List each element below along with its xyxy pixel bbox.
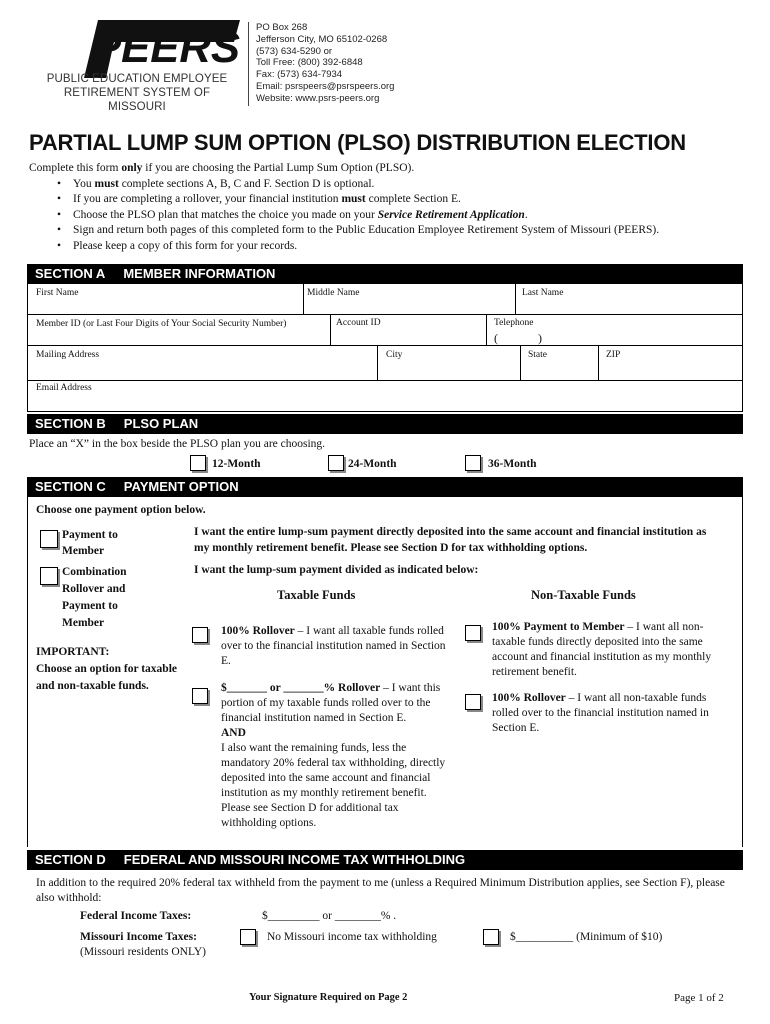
state-field[interactable]: State [528, 350, 547, 360]
nontaxable-payment-to-member-text: 100% Payment to Member – I want all non-taxable funds directly deposited into the same account and financial institution as my monthly retirement benefit. [492, 621, 712, 678]
contact-info [256, 22, 394, 105]
table-border [27, 284, 28, 412]
plan-36-month-label: 36-Month [488, 458, 537, 470]
row-divider [27, 380, 743, 381]
logo-subtitle [37, 72, 237, 114]
address-line: Email: psrspeers@psrspeers.org [256, 80, 395, 92]
combination-label: Combination Rollover and Payment to Member [62, 566, 127, 629]
logo-sub-line1: PUBLIC EDUCATION EMPLOYEE [46, 73, 228, 85]
row-divider [27, 345, 743, 346]
section-b-instruction: Place an “X” in the box beside the PLSO plan you are choosing. [29, 438, 326, 450]
last-name-field[interactable]: Last Name [522, 288, 564, 298]
first-name-field[interactable]: First Name [36, 288, 79, 298]
taxable-partial-rollover-text: $_______ or _______% Rollover – I want this portion of my taxable funds rolled over to the financial institution named in Section E. AND I also want the remaining funds, less the mandatory 20% federal tax withholding, directly deposited into the same account and financial institution as my monthly retirement benefit. Please see Section D for additional tax withholding options. [221, 682, 446, 829]
taxable-100-rollover-text: 100% Rollover – I want all taxable funds rolled over to the financial institution named in Section E. [221, 625, 446, 667]
col-divider [330, 314, 331, 345]
form-title: PARTIAL LUMP SUM OPTION (PLSO) DISTRIBUTION ELECTION [29, 130, 686, 155]
missouri-tax-sublabel: (Missouri residents ONLY) [80, 946, 206, 958]
middle-name-field[interactable]: Middle Name [307, 288, 360, 298]
phone-paren-close: ) [538, 331, 542, 345]
payment-to-member-desc: I want the entire lump-sum payment directly deposited into the same account and financial institution as my monthly retirement benefit. Please see Section D for tax withholding options. [194, 526, 707, 554]
taxable-100-rollover-checkbox[interactable] [192, 627, 208, 643]
address-line: (573) 634-5290 or [256, 45, 333, 57]
header-divider [248, 22, 249, 106]
combination-desc: I want the lump-sum payment divided as indicated below: [194, 564, 479, 576]
mailing-address-field[interactable]: Mailing Address [36, 350, 100, 360]
row-divider [27, 411, 743, 412]
peers-logo [84, 20, 240, 78]
zip-field[interactable]: ZIP [606, 350, 621, 360]
section-c-instruction: Choose one payment option below. [36, 504, 206, 516]
section-b-header: SECTION B PLSO PLAN [27, 414, 743, 434]
telephone-field[interactable]: Telephone [494, 318, 534, 328]
important-title: IMPORTANT: [36, 646, 110, 658]
combination-checkbox[interactable] [40, 567, 58, 585]
row-divider [27, 314, 743, 315]
instruction-bullet: • You must complete sections A, B, C and F. Section D is optional. [57, 177, 749, 193]
instruction-bullet: • Please keep a copy of this form for your records. [57, 239, 749, 255]
nontaxable-100-rollover-text: 100% Rollover – I want all non-taxable funds rolled over to the financial institution named in Section E. [492, 692, 709, 734]
table-border [27, 497, 28, 847]
email-field[interactable]: Email Address [36, 383, 92, 393]
important-text: Choose an option for taxable and non-taxable funds. [36, 663, 177, 692]
instructions [29, 161, 749, 254]
section-d-intro: In addition to the required 20% federal tax withheld from the payment to me (unless a Required Minimum Distribution applies, see Section F), please also withhold: [36, 877, 725, 904]
nontaxable-100-rollover-checkbox[interactable] [465, 694, 481, 710]
plan-24-month-checkbox[interactable] [328, 455, 344, 471]
col-divider [598, 345, 599, 380]
logo-sub-line2: RETIREMENT SYSTEM OF MISSOURI [63, 87, 211, 113]
payment-to-member-label: Payment to Member [62, 529, 118, 557]
address-line: Toll Free: (800) 392-6848 [256, 57, 363, 69]
table-border [742, 284, 743, 412]
signature-notice: Your Signature Required on Page 2 [249, 992, 408, 1003]
plan-24-month-label: 24-Month [348, 458, 397, 470]
address-line: Fax: (573) 634-7934 [256, 69, 343, 81]
address-line: Website: www.psrs-peers.org [256, 92, 380, 104]
nontaxable-payment-to-member-checkbox[interactable] [465, 625, 481, 641]
col-divider [486, 314, 487, 345]
section-d-header: SECTION D FEDERAL AND MISSOURI INCOME TAX WITHHOLDING [27, 850, 743, 870]
no-missouri-withholding-label: No Missouri income tax withholding [267, 931, 437, 943]
nontaxable-funds-header: Non-Taxable Funds [531, 588, 636, 602]
col-divider [515, 284, 516, 314]
plan-36-month-checkbox[interactable] [465, 455, 481, 471]
section-a-header: SECTION A MEMBER INFORMATION [27, 264, 743, 284]
page-number: Page 1 of 2 [674, 992, 724, 1004]
intro-line: Complete this form only if you are choosing the Partial Lump Sum Option (PLSO). [29, 162, 415, 174]
no-missouri-withholding-checkbox[interactable] [240, 929, 256, 945]
address-line: PO Box 268 [256, 22, 308, 33]
phone-paren-open: ( [494, 331, 498, 345]
section-c-header: SECTION C PAYMENT OPTION [27, 477, 743, 497]
missouri-amount-field[interactable]: $__________ (Minimum of $10) [510, 931, 663, 943]
taxable-partial-rollover-checkbox[interactable] [192, 688, 208, 704]
logo-text: PEERS [92, 23, 240, 72]
table-border [742, 497, 743, 847]
col-divider [303, 284, 304, 314]
federal-tax-field[interactable]: $_________ or ________% . [262, 910, 397, 922]
plan-12-month-label: 12-Month [212, 458, 261, 470]
plan-12-month-checkbox[interactable] [190, 455, 206, 471]
address-line: Jefferson City, MO 65102-0268 [256, 33, 388, 45]
federal-tax-label: Federal Income Taxes: [80, 910, 192, 922]
instruction-bullet: • Choose the PLSO plan that matches the choice you made on your Service Retirement Application. [57, 208, 749, 224]
missouri-amount-checkbox[interactable] [483, 929, 499, 945]
missouri-tax-label: Missouri Income Taxes: [80, 931, 197, 943]
instruction-bullet: • If you are completing a rollover, your financial institution must complete Section E. [57, 192, 749, 208]
city-field[interactable]: City [386, 350, 403, 360]
col-divider [377, 345, 378, 380]
col-divider [520, 345, 521, 380]
instruction-bullet: • Sign and return both pages of this completed form to the Public Education Employee Retirement System of Missouri (PEERS). [57, 223, 749, 239]
member-id-field[interactable]: Member ID (or Last Four Digits of Your Social Security Number) [36, 319, 287, 329]
account-id-field[interactable]: Account ID [336, 318, 381, 328]
taxable-funds-header: Taxable Funds [277, 588, 356, 602]
payment-to-member-checkbox[interactable] [40, 530, 58, 548]
